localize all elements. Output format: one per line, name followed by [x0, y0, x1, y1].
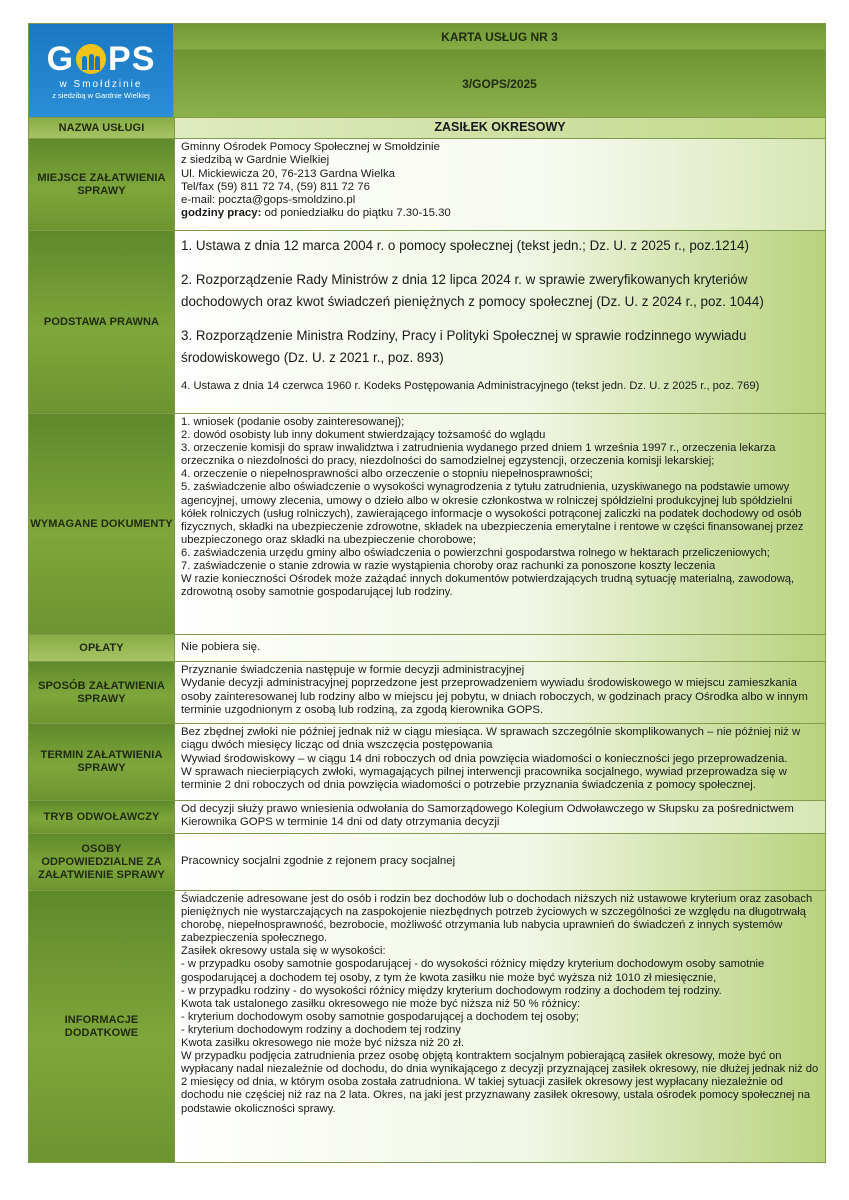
document-item: 3. orzeczenie komisji do spraw inwalidztwa i zatrudnienia wydanego przed dniem 1 września 1997 r., orzeczenia lekarza orzecznika o niezdolności do pracy, niezdolności do samodzielnej egzystencji, orzeczenia komisji lekarskiej;: [181, 442, 776, 468]
label-documents: WYMAGANE DOKUMENTY: [29, 414, 175, 634]
people-icon: [76, 44, 106, 74]
row-documents: [29, 414, 825, 635]
row-deadline: [29, 724, 825, 801]
label-place: MIEJSCE ZAŁATWIENIA SPRAWY: [29, 139, 175, 230]
info-line: - w przypadku rodziny - do wysokości różnicy między kryterium dochodowym rodziny a dochodem tej rodziny.: [181, 984, 722, 997]
logo-letter-g: G: [46, 40, 75, 78]
row-fees: [29, 635, 825, 662]
document-item: 5. zaświadczenie albo oświadczenie o wysokości wynagrodzenia z tytułu zatrudnienia, uzyskiwanego na podstawie umowy agencyjnej, umowy zlecenia, umowy o dzieło albo w okresie członkostwa w rolniczej spółdzielni produkcyjnej lub spółdzielni kółek rolniczych (usług rolniczych), zawierającego informacje o wysokości potrąconej zaliczki na podatek dochodowy od osób fizycznych, składki na ubezpieczenie zdrowotne, składek na ubezpieczenia emerytalne i rentowe w części finansowanej przez ubezpieczonego oraz składki na ubezpieczenie chorobowe;: [181, 481, 804, 546]
row-responsible: [29, 834, 825, 891]
card-number: 3/GOPS/2025: [174, 50, 825, 117]
deadline-line: Wywiad środowiskowy – w ciągu 14 dni roboczych od dnia powzięcia wiadomości o konieczności jego przeprowadzenia.: [181, 752, 788, 765]
fees-value: Nie pobiera się.: [175, 635, 825, 661]
row-service-name: [29, 118, 825, 139]
deadline-line: Bez zbędnej zwłoki nie później jednak niż w ciągu miesiąca. W sprawach szczególnie skomplikowanych – nie później niż w ciągu dwóch miesięcy licząc od dnia wszczęcia postępowania: [181, 726, 801, 752]
document-note: W razie konieczności Ośrodek może zażądać innych dokumentów potwierdzających trudną sytuację materialną, zawodową, zdrowotną osoby samotnie gospodarującej lub rodziny.: [181, 573, 795, 599]
row-info: [29, 891, 825, 1162]
place-value: [175, 139, 825, 230]
document-item: 2. dowód osobisty lub inny dokument stwierdzający tożsamość do wglądu: [181, 429, 546, 442]
info-line: Kwota zasiłku okresowego nie może być niższa niż 20 zł.: [181, 1037, 464, 1050]
info-line: W przypadku podjęcia zatrudnienia przez osobę objętą kontraktem socjalnym pobierającą zasiłek okresowy, może być on wypłacany nadal niezależnie od dochodu, do dnia wynikającego z decyzji przyznającej zasiłek okresowy, nie dłużej jednak niż do 2 miesięcy od dnia, w którym osoba została zatrudniona. W takiej sytuacji zasiłek okresowy jest wypłacany niezależnie od dochodu nie częściej niż raz na 2 lata. Okres, na jaki jest przyznawany zasiłek okresowy, ustala ośrodek pomocy społecznej na podstawie okoliczności sprawy.: [181, 1050, 819, 1115]
row-place: [29, 139, 825, 231]
logo-location: w Smołdzinie: [59, 79, 143, 90]
label-method: SPOSÓB ZAŁATWIENIA SPRAWY: [29, 662, 175, 723]
document-item: 6. zaświadczenia urzędu gminy albo oświadczenia o powierzchni gospodarstwa rolnego w hektarach przeliczeniowych;: [181, 546, 770, 559]
document-item: 4. orzeczenie o niepełnosprawności albo orzeczenie o stopniu niepełnosprawności;: [181, 468, 593, 481]
logo-mark: [47, 41, 156, 77]
row-legal: [29, 231, 825, 414]
place-line: Ul. Mickiewicza 20, 76-213 Gardna Wielka: [181, 167, 395, 180]
legal-value: [175, 231, 825, 413]
method-line: Przyznanie świadczenia następuje w formie decyzji administracyjnej: [181, 664, 525, 676]
document-item: 1. wniosek (podanie osoby zainteresowanej);: [181, 416, 405, 428]
card-title: KARTA USŁUG NR 3: [174, 24, 825, 50]
label-service-name: NAZWA USŁUGI: [29, 118, 175, 138]
deadline-value: [175, 724, 825, 800]
place-line: Gminny Ośrodek Pomocy Społecznej w Smołdzinie: [181, 141, 440, 153]
hours-value: od poniedziałku do piątku 7.30-15.30: [261, 207, 451, 220]
documents-value: [175, 414, 825, 634]
deadline-line: W sprawach niecierpiących zwłoki, wymagających pilnej interwencji pracownika socjalnego, wywiad przeprowadza się w terminie 2 dni roboczych od dnia powzięcia wiadomości o potrzebie przyznania świadczenia z pomocy społecznej.: [181, 765, 787, 792]
logo-seat: z siedzibą w Gardnie Wielkiej: [52, 91, 150, 100]
label-appeal: TRYB ODWOŁAWCZY: [29, 801, 175, 833]
row-appeal: [29, 801, 825, 834]
info-line: Świadczenie adresowane jest do osób i rodzin bez dochodów lub o dochodach niższych niż ustawowe kryterium oraz zasobach pieniężnych nie wystarczających na zaspokojenie niezbędnych potrzeb życiowych w szczególności ze względu na długotrwałą chorobę, niepełnosprawność, bezrobocie, możliwość otrzymania lub nabycia uprawnień do świadczeń z innych systemów zabezpieczenia społecznego.: [181, 893, 813, 945]
service-name-value: ZASIŁEK OKRESOWY: [175, 118, 825, 138]
legal-item: 3. Rozporządzenie Ministra Rodziny, Pracy i Polityki Społecznej w sprawie rodzinnego wywiadu środowiskowego (Dz. U. z 2021 r., poz. 893): [181, 328, 747, 365]
label-deadline: TERMIN ZAŁATWIENIA SPRAWY: [29, 724, 175, 800]
info-line: Kwota tak ustalonego zasiłku okresowego nie może być niższa niż 50 % różnicy:: [181, 997, 581, 1010]
label-responsible: OSOBY ODPOWIEDZIALNE ZA ZAŁATWIENIE SPRAWY: [29, 834, 175, 890]
legal-item: 1. Ustawa z dnia 12 marca 2004 r. o pomocy społecznej (tekst jedn.; Dz. U. z 2025 r., poz.1214): [181, 238, 749, 253]
info-line: - kryterium dochodowym osoby samotnie gospodarującej a dochodem tej osoby;: [181, 1010, 579, 1023]
place-line: z siedzibą w Gardnie Wielkiej: [181, 154, 330, 167]
label-legal: PODSTAWA PRAWNA: [29, 231, 175, 413]
info-value: [175, 891, 825, 1162]
gops-logo: [29, 24, 174, 117]
responsible-value: Pracownicy socjalni zgodnie z rejonem pracy socjalnej: [175, 834, 825, 890]
hours-label: godziny pracy:: [181, 207, 262, 220]
legal-item: 4. Ustawa z dnia 14 czerwca 1960 r. Kodeks Postępowania Administracyjnego (tekst jedn. Dz. U. z 2025 r., poz. 769): [181, 380, 760, 392]
appeal-value: Od decyzji służy prawo wniesienia odwołania do Samorządowego Kolegium Odwoławczego w Słupsku za pośrednictwem Kierownika GOPS w terminie 14 dni od daty otrzymania decyzji: [175, 801, 825, 833]
label-info: INFORMACJE DODATKOWE: [29, 891, 175, 1162]
place-line: e-mail: poczta@gops-smoldzino.pl: [181, 194, 356, 207]
document-item: 7. zaświadczenie o stanie zdrowia w razie wystąpienia choroby oraz rachunki za ponoszone koszty leczenia: [181, 560, 716, 573]
info-line: - kryterium dochodowym rodziny a dochodem tej rodziny: [181, 1023, 461, 1036]
info-line: Zasiłek okresowy ustala się w wysokości:: [181, 945, 386, 958]
working-hours: [181, 207, 819, 220]
logo-letters-ps: PS: [108, 40, 156, 78]
service-card: [28, 23, 826, 1163]
header-titles: [174, 24, 825, 117]
method-line: Wydanie decyzji administracyjnej poprzedzone jest przeprowadzeniem wywiadu środowiskowego w miejscu zamieszkania osoby zainteresowanej lub rodziny albo w miejscu jej pobytu, w dniach roboczych, w godzinach pracy Ośrodka albo w innym terminie uzgodnionym z osobą lub rodziną, za zgodą kierownika GOPS.: [181, 677, 808, 716]
row-method: [29, 662, 825, 724]
label-fees: OPŁATY: [29, 635, 175, 661]
card-header: [29, 24, 825, 118]
info-line: - w przypadku osoby samotnie gospodarującej - do wysokości różnicy między kryterium dochodowym osoby samotnie gospodarującej a dochodem tej osoby, z tym że kwota zasiłku nie może być wyższa niż 1010 zł miesięcznie,: [181, 958, 765, 984]
legal-item: 2. Rozporządzenie Rady Ministrów z dnia 12 lipca 2024 r. w sprawie zweryfikowanych kryteriów dochodowych oraz kwot świadczeń pieniężnych z pomocy społecznej (Dz. U. z 2024 r., poz. 1044): [181, 272, 764, 309]
place-line: Tel/fax (59) 811 72 74, (59) 811 72 76: [181, 180, 370, 193]
method-value: [175, 662, 825, 723]
